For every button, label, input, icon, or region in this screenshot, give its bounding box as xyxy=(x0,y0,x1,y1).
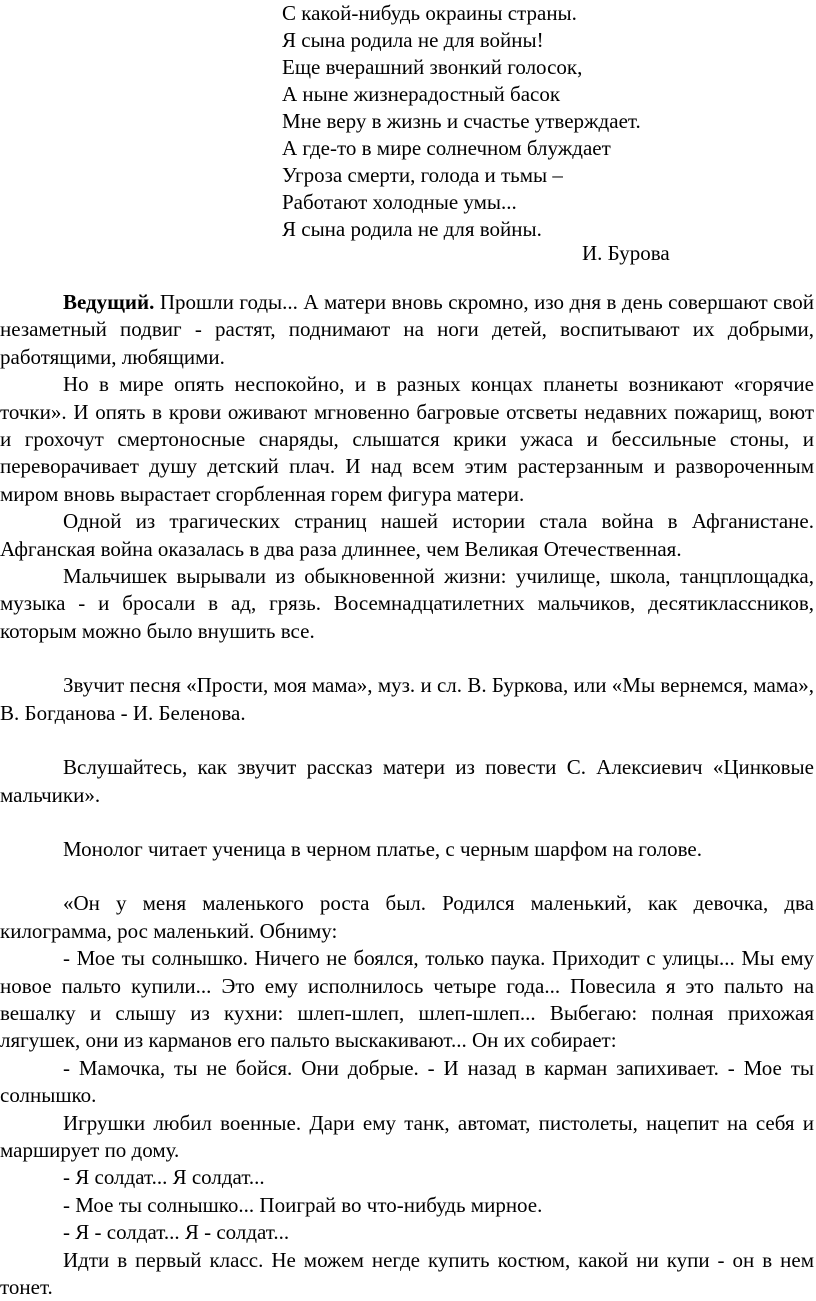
paragraph-monologue: Игрушки любил военные. Дари ему танк, автомат, пистолеты, нацепит на себя и марширует по дому. xyxy=(0,1110,814,1162)
poem-line: Угроза смерти, голода и тьмы – xyxy=(282,163,563,187)
poem-line: С какой-нибудь окраины страны. xyxy=(282,1,577,25)
paragraph-monologue: - Я солдат... Я солдат... xyxy=(63,1165,265,1190)
paragraph-monologue: «Он у меня маленького роста был. Родился маленький, как девочка, два килограмма, рос маленький. Обниму: xyxy=(0,891,814,943)
poem-line: Мне веру в жизнь и счастье утверждает. xyxy=(282,109,641,133)
poem-line: Я сына родила не для войны. xyxy=(282,217,542,241)
paragraph-monologue: - Мамочка, ты не бойся. Они добрые. - И назад в карман запихивает. - Мое ты солнышко. xyxy=(0,1055,814,1108)
poem-line: Работают холодные умы... xyxy=(282,190,517,214)
paragraph-stage-note: Монолог читает ученица в черном платье, с черным шарфом на голове. xyxy=(63,836,702,861)
body-text xyxy=(0,289,814,1301)
paragraph-presenter xyxy=(0,289,814,371)
paragraph: Мальчишек вырывали из обыкновенной жизни: училище, школа, танцплощадка, музыка - и бросали в ад, грязь. Восемнадцатилетних мальчиков, десятиклассников, которым можно было внушить все. xyxy=(0,564,814,643)
paragraph-monologue: - Мое ты солнышко. Ничего не боялся, только паука. Приходит с улицы... Мы ему новое пальто купили... Это ему исполнилось четыре года... Повесила я это пальто на вешалку и слышу из кухни: шлеп-шлеп, шлеп-шлеп... Выбегаю: полная прихожая лягушек, они из карманов его пальто выскакивают... Он их собирает: xyxy=(0,946,814,1053)
paragraph-monologue: - Мое ты солнышко... Поиграй во что-нибудь мирное. xyxy=(63,1192,543,1217)
poem-author: И. Бурова xyxy=(582,241,670,265)
poem-line: Я сына родила не для войны! xyxy=(282,28,544,52)
poem-line: А ныне жизнерадостный басок xyxy=(282,82,561,106)
poem xyxy=(282,0,762,243)
paragraph: Одной из трагических страниц нашей истории стала война в Афганистане. Афганская война оказалась в два раза длиннее, чем Великая Отечественная. xyxy=(0,509,814,561)
paragraph-monologue: Идти в первый класс. Не можем негде купить костюм, какой ни купи - он в нем тонет. xyxy=(0,1247,814,1299)
paragraph-song-note: Звучит песня «Прости, моя мама», муз. и сл. В. Буркова, или «Мы вернемся, мама», В. Богданова - И. Беленова. xyxy=(0,673,814,725)
poem-line: Еще вчерашний звонкий голосок, xyxy=(282,55,583,79)
poem-line: А где-то в мире солнечном блуждает xyxy=(282,136,611,160)
paragraph: Вслушайтесь, как звучит рассказ матери из повести С. Алексиевич «Цинковые мальчики». xyxy=(0,755,814,807)
paragraph-text: Прошли годы... А матери вновь скромно, изо дня в день совершают свой незаметный подвиг - растят, поднимают на ноги детей, воспитывают их добрыми, работящими, любящими. xyxy=(0,290,814,369)
paragraph: Но в мире опять неспокойно, и в разных концах планеты возникают «горячие точки». И опять в крови оживают мгновенно багровые отсветы недавних пожарищ, воют и грохочут смертоносные снаряды, слышатся крики ужаса и бессильные стоны, и переворачивает душу детский плач. И над всем этим растерзанным и развороченным миром вновь вырастает сгорбленная горем фигура матери. xyxy=(0,372,814,506)
speaker-label: Ведущий. xyxy=(63,290,155,314)
paragraph-monologue: - Я - солдат... Я - солдат... xyxy=(63,1220,290,1245)
